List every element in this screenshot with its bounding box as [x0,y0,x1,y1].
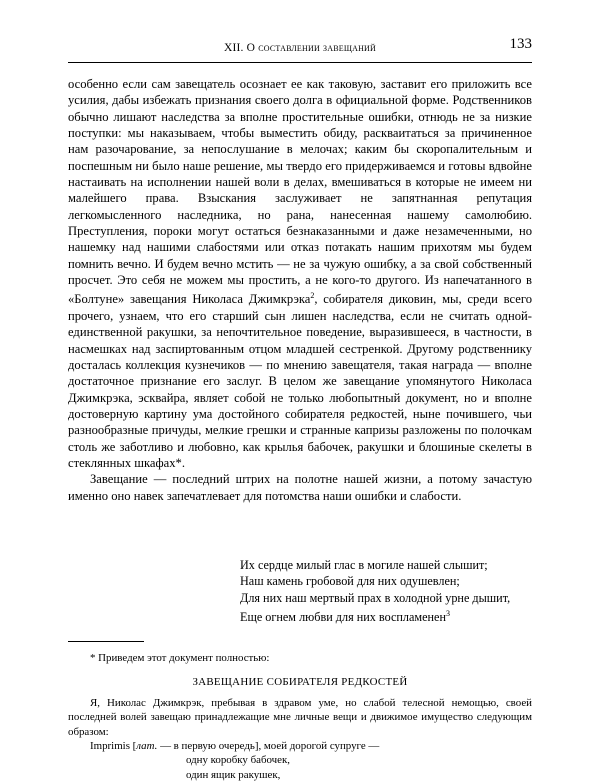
footnote-intro: * Приведем этот документ полностью: [90,652,270,664]
footnote-block [68,651,532,782]
verse-line: Наш камень гробовой для них одушевлен; [240,574,460,589]
paragraph-continued [68,76,532,471]
footnote-divider [68,641,144,642]
imprimis-suffix: — в первую очередь], моей дорогой супруге — [157,740,380,753]
paragraph-2: Завещание — последний штрих на полотне нашей жизни, а потому зачастую именно оно навек запечатлевает для потомства наши ошибки и слабости. [68,472,532,503]
running-title: XII. О составлении завещаний [223,42,377,54]
verse-line-text: Еще огнем любви для них воспламенен [240,609,446,624]
imprimis-prefix: Imprimis [ [90,740,137,753]
footnote-ref-2: 2 [310,291,315,301]
footnote-list-item: один ящик ракушек, [186,768,281,781]
verse-line-last [68,606,532,625]
footnote-body: Я, Николас Джимкрэк, пребывая в здравом уме, но слабой телесной немощью, своей последней волей завещаю принадлежащие мне личные вещи и движимое имущество следующим образом: [68,696,532,738]
main-body [68,76,532,504]
footnote-imprimis [68,739,532,753]
header-divider [68,62,532,63]
footnote-ref-3: 3 [445,608,450,618]
page-header [68,42,532,54]
imprimis-latin: лат. [136,740,158,753]
verse-line: Их сердце милый глас в могиле нашей слышит; [240,558,488,572]
footnote-list-item: одну коробку бабочек, [186,754,290,767]
paragraph-1-text: особенно если сам завещатель осознает ее как таковую, заставит его приложить все усилия, дабы избежать признания своего долга в официальной форме. Родственников обычно лишают наследства за вполне простительные ошибки, отнюдь не за низкие поступки: мы наказываем, чтобы выместить обиду, раскваитаться за причиненное нам разочарование, за непослушание в мелочах; каким бы скоропалительным и поспешным ни было наше решение, мы твердо его придерживаемся и готовы вдвойне настаивать на исполнении нашей воли в делах, вмешиваться в которые не имеем ни малейшего права. Взыскания заслуживает не запятнанная репутация легкомысленного наследника, но рана, нанесенная нашему самолюбию. Преступления, пороки могут остаться безнаказанными и даже незамеченными, но нашемку над нашими слабостями или отказ потакать нашим прихотям мы будем помнить вечно. И будем вечно мстить — не за чужую ошибку, а за свой собственный просчет. Это себя не можем мы простить, а не кого-то другого. Из напечатанного в «Болтуне» завещания Николаса Джимкрэка [68,77,532,307]
page-number: 133 [509,36,532,52]
verse-block [68,557,532,625]
verse-line: Для них наш мертвый прах в холодной урне дышит, [240,590,511,605]
paragraph-1-continuation: , собирателя диковин, мы, среди всего прочего, узнаем, что его старший сын лишен наследства, если не считать одной-единственной ракушки, за непочтительное поведение, выразившееся, в частности, в насмешках над заспиртованным отцом младшей сестренкой. Другому родственнику досталась коллекция кузнечиков — по мнению завещателя, такая награда — вполне достаточное признание его заслуг. В целом же завещание упомянутого Николаса Джимкрэка, эсквайра, являет собой не только любопытный документ, но и вполне достоверную картину ума достойного собирателя редкостей, ныне почившего, чьи разнообразные причуды, мелкие грешки и странные капризы разложены по полочкам столь же заботливо и любовно, как крылья бабочек, ракушки и блошиные скелеты в стеклянных шкафах*. [68,292,533,471]
footnote-title: ЗАВЕЩАНИЕ СОБИРАТЕЛЯ РЕДКОСТЕЙ [192,676,408,689]
